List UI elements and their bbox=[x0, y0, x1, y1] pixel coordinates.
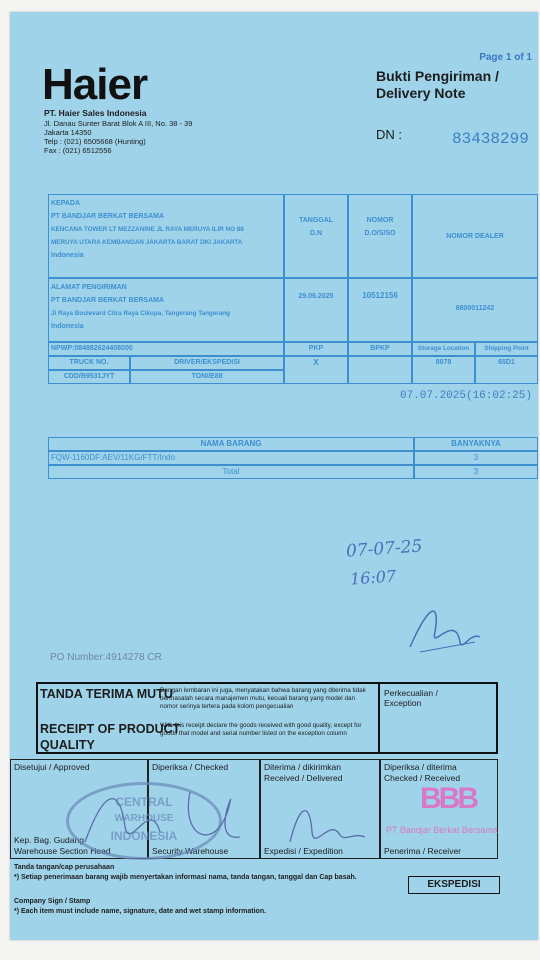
approved-role-2: Warehouse Section Head bbox=[14, 846, 111, 856]
receiver-role: Penerima / Receiver bbox=[384, 846, 462, 856]
wh-stamp-line-3: INDONESIA bbox=[110, 829, 178, 843]
bpkp-header: BPKP bbox=[370, 345, 390, 352]
dn-number: 83438299 bbox=[452, 130, 529, 148]
receiver-signature-scribble bbox=[400, 592, 490, 662]
page-indicator: Page 1 of 1 bbox=[479, 52, 532, 63]
footer-sign-en: Company Sign / Stamp bbox=[14, 898, 91, 905]
total-label-cell bbox=[48, 465, 414, 479]
tanggal-header: TANGGAL bbox=[298, 217, 334, 224]
do-number: 10512156 bbox=[362, 291, 398, 300]
consignee-name: PT BANDJAR BERKAT BERSAMA bbox=[51, 213, 165, 220]
pkp-header-cell bbox=[284, 342, 348, 356]
shipping-header: Shipping Point bbox=[484, 345, 529, 352]
po-number: PO Number:4914278 CR bbox=[50, 652, 162, 663]
footer-note-id: *) Setiap penerimaan barang wajib menyertakan informasi nama, tanda tangan, tanggal dan Cap basah. bbox=[14, 874, 357, 881]
handwritten-date: 07-07-25 bbox=[345, 536, 423, 562]
truck-header: TRUCK NO. bbox=[69, 359, 109, 366]
do-number-cell bbox=[348, 278, 412, 342]
receiver-label: Diperiksa / diterima bbox=[384, 762, 457, 772]
consignee-country: Indonesia bbox=[51, 252, 84, 259]
handwritten-time: 16:07 bbox=[349, 566, 397, 589]
company-address-1: Jl. Danau Sunter Barat Blok A III, No. 38 - 39 bbox=[44, 119, 193, 128]
npwp: NPWP:084882624408000 bbox=[51, 345, 133, 352]
received-role: Expedisi / Expedition bbox=[264, 846, 343, 856]
total-qty: 3 bbox=[473, 467, 479, 476]
company-name: PT. Haier Sales Indonesia bbox=[44, 108, 147, 118]
haier-logo: Haier bbox=[42, 60, 148, 109]
consignee-address-2: MERUYA UTARA KEMBANGAN JAKARTA BARAT DKI JAKARTA bbox=[51, 239, 243, 246]
tanggal-sub: D.N bbox=[309, 230, 323, 237]
item-name-header: NAMA BARANG bbox=[200, 439, 262, 448]
driver-header-cell bbox=[130, 356, 284, 370]
dn-label: DN : bbox=[376, 127, 402, 142]
ship-to-address: Jl Raya Boulevard Citra Raya Cikupa, Tangerang Tangerang bbox=[51, 310, 230, 317]
total-qty-cell bbox=[414, 465, 538, 479]
warehouse-signatures-scribble bbox=[80, 782, 250, 857]
receipt-title-en-1: RECEIPT OF PRODUCT bbox=[40, 722, 181, 736]
ship-to-label: ALAMAT PENGIRIMAN bbox=[51, 284, 127, 291]
info-table bbox=[48, 194, 538, 384]
pkp-header: PKP bbox=[308, 345, 324, 352]
print-timestamp: 07.07.2025(16:02:25) bbox=[399, 390, 532, 402]
ship-to-name: PT BANDJAR BERKAT BERSAMA bbox=[51, 297, 165, 304]
receiver-label-2: Checked / Received bbox=[384, 773, 461, 783]
dealer-number: 8800011242 bbox=[455, 305, 495, 312]
receipt-title-id: TANDA TERIMA MUTU bbox=[40, 687, 173, 701]
wh-stamp-line-1: CENTRAL bbox=[115, 795, 173, 809]
item-qty-cell bbox=[414, 451, 538, 465]
approved-role-1: Kep. Bag. Gudang bbox=[14, 835, 84, 845]
consignee-address-1: KENCANA TOWER LT MEZZANINE JL RAYA MERUYA ILIR NO 88 bbox=[51, 226, 244, 233]
shipping-value: 65D1 bbox=[498, 359, 515, 366]
copy-label-box: EKSPEDISI bbox=[408, 876, 500, 894]
shipping-value-cell bbox=[475, 356, 538, 384]
driver-value: TONI/E88 bbox=[191, 373, 223, 380]
nomor-header-cell bbox=[348, 194, 412, 278]
pkp-value-cell bbox=[284, 356, 348, 384]
item-row bbox=[48, 451, 414, 465]
bpkp-value-cell bbox=[348, 356, 412, 384]
ship-to-cell bbox=[48, 278, 284, 342]
receipt-divider bbox=[378, 684, 380, 752]
receipt-quality-box bbox=[36, 682, 498, 754]
company-phone: Telp : (021) 6505668 (Hunting) bbox=[44, 137, 146, 146]
receipt-title-en-2: QUALITY bbox=[40, 738, 95, 752]
exception-label: Perkecualian / Exception bbox=[384, 688, 438, 708]
truck-value: CDD/B9531JYT bbox=[63, 373, 115, 380]
receipt-text-en: With this receipt declare the goods received with good quality, except for goods that model and serial number listed on the exception column bbox=[160, 722, 362, 737]
received-label: Diterima / dikirimkan bbox=[264, 762, 341, 772]
consignee-cell bbox=[48, 194, 284, 278]
nomor-header: NOMOR bbox=[366, 217, 394, 224]
npwp-cell bbox=[48, 342, 284, 356]
company-address-2: Jakarta 14350 bbox=[44, 128, 92, 137]
bpkp-header-cell bbox=[348, 342, 412, 356]
receiver-stamp-logo: BBB bbox=[420, 782, 476, 815]
document-title: Bukti Pengiriman / Delivery Note bbox=[376, 68, 499, 101]
receiver-stamp-company: PT Bandjar Berkat Bersama bbox=[386, 825, 498, 835]
item-qty: 3 bbox=[473, 453, 479, 462]
storage-header: Storage Location bbox=[417, 345, 470, 352]
pkp-value: X bbox=[313, 358, 319, 367]
items-table bbox=[48, 437, 538, 497]
truck-value-cell bbox=[48, 370, 130, 384]
ship-to-country: Indonesia bbox=[51, 323, 84, 330]
item-name: FQW-1160DF:AEV/11KG/FTT/Indo bbox=[51, 453, 176, 462]
storage-value-cell bbox=[412, 356, 475, 384]
dn-date: 29.06.2025 bbox=[298, 293, 334, 300]
footer-sign-id: Tanda tangan/cap perusahaan bbox=[14, 864, 115, 871]
approved-label: Disetujui / Approved bbox=[14, 762, 90, 772]
total-label: Total bbox=[222, 467, 240, 476]
footer-note-en: *) Each item must include name, signature, date and wet stamp information. bbox=[14, 908, 267, 915]
company-fax: Fax : (021) 6512556 bbox=[44, 146, 112, 155]
shipping-header-cell bbox=[475, 342, 538, 356]
expedition-signature-scribble bbox=[280, 797, 370, 852]
dealer-header: NOMOR DEALER bbox=[446, 233, 504, 240]
dealer-number-cell bbox=[412, 278, 538, 342]
storage-value: 8078 bbox=[435, 359, 452, 366]
checked-label: Diperiksa / Checked bbox=[152, 762, 229, 772]
tanggal-header-cell bbox=[284, 194, 348, 278]
checked-role: Security Warehouse bbox=[152, 846, 229, 856]
item-name-header-cell bbox=[48, 437, 414, 451]
received-label-2: Received / Delivered bbox=[264, 773, 343, 783]
item-qty-header-cell bbox=[414, 437, 538, 451]
driver-value-cell bbox=[130, 370, 284, 384]
consignee-label: KEPADA bbox=[51, 200, 81, 207]
storage-header-cell bbox=[412, 342, 475, 356]
item-qty-header: BANYAKNYA bbox=[451, 439, 501, 448]
delivery-note-paper bbox=[10, 12, 538, 940]
wh-stamp-line-2: WARHOUSE bbox=[114, 813, 174, 824]
driver-header: DRIVER/EKSPEDISI bbox=[174, 359, 240, 366]
nomor-sub: D.O/S/SO bbox=[364, 230, 396, 237]
dealer-header-cell bbox=[412, 194, 538, 278]
truck-header-cell bbox=[48, 356, 130, 370]
date-cell bbox=[284, 278, 348, 342]
receipt-text-id: Dengan lembaran ini juga, menyatakan bahwa barang yang diterima tidak bermasalah secara manajemen mutu, kecuali barang yang model dan nomor serinya tertera pada kolom pengecualian bbox=[160, 687, 366, 710]
